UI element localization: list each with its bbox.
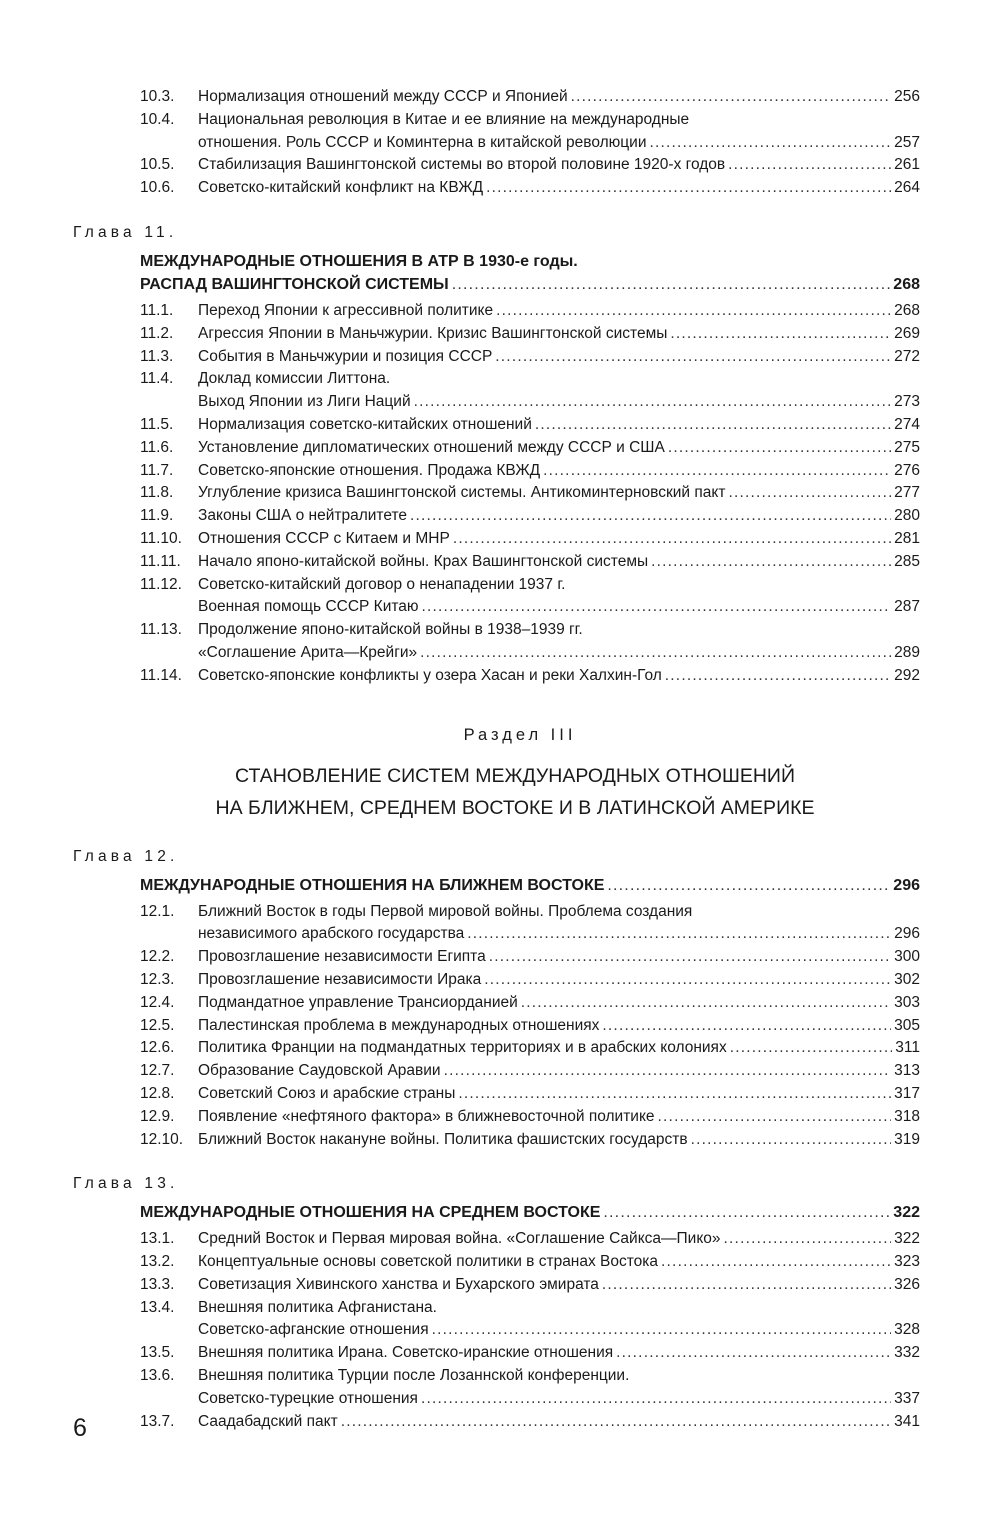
entry-line	[198, 177, 920, 200]
chapter-12-title	[140, 874, 920, 897]
page-ref: 292	[894, 666, 920, 684]
toc-entry	[140, 528, 920, 551]
entry-text: МЕЖДУНАРОДНЫЕ ОТНОШЕНИЯ В АТР В 1930-е годы.	[140, 252, 578, 270]
dot-leader	[458, 1083, 891, 1106]
entry-number: 12.1.	[140, 902, 175, 920]
entry-line	[198, 528, 920, 551]
toc-entry	[140, 946, 920, 969]
entry-number: 12.9.	[140, 1107, 175, 1125]
entry-body	[198, 1411, 920, 1434]
page-ref: 264	[894, 179, 920, 197]
dot-leader	[730, 1037, 893, 1060]
page-ref: 272	[894, 347, 920, 365]
entry-line	[198, 460, 920, 483]
entry-text: Продолжение японо-китайской войны в 1938–1939 гг.	[198, 621, 583, 639]
entry-line	[198, 154, 920, 177]
entry-body	[198, 1129, 920, 1152]
entry-body	[198, 368, 920, 414]
entry-line	[198, 1106, 920, 1129]
toc-entry	[140, 177, 920, 200]
entry-body	[198, 482, 920, 505]
entry-line	[198, 505, 920, 528]
entry-number: 12.2.	[140, 948, 175, 966]
page-ref: 285	[894, 552, 920, 570]
entry-text: Советско-афганские отношения	[198, 1321, 429, 1339]
page-ref: 303	[894, 993, 920, 1011]
entry-number: 13.3.	[140, 1275, 175, 1293]
entry-text: Начало японо-китайской войны. Крах Вашингтонской системы	[198, 552, 649, 570]
page-ref: 319	[894, 1130, 920, 1148]
toc-entry	[140, 901, 920, 947]
dot-leader	[452, 273, 891, 296]
entry-line	[198, 1251, 920, 1274]
entry-number: 11.10.	[140, 529, 182, 547]
entry-text: Ближний Восток накануне войны. Политика фашистских государств	[198, 1130, 688, 1148]
entry-line	[140, 1201, 920, 1224]
dot-leader	[728, 482, 891, 505]
dot-leader	[422, 596, 892, 619]
entry-line	[198, 619, 920, 642]
entry-line	[198, 946, 920, 969]
dot-leader	[420, 642, 891, 665]
entry-body	[198, 528, 920, 551]
entry-number: 13.7.	[140, 1412, 175, 1430]
toc-entry	[140, 109, 920, 155]
dot-leader	[421, 1388, 891, 1411]
toc-entry	[140, 154, 920, 177]
dot-leader	[535, 414, 891, 437]
entry-text: РАСПАД ВАШИНГТОНСКОЙ СИСТЕМЫ	[140, 275, 449, 293]
page-ref: 274	[894, 415, 920, 433]
entries-top	[0, 86, 1000, 200]
entry-line	[198, 437, 920, 460]
entry-body	[198, 1342, 920, 1365]
entry-text: Внешняя политика Афганистана.	[198, 1298, 437, 1316]
entry-line	[198, 1083, 920, 1106]
entry-body	[198, 1251, 920, 1274]
dot-leader	[658, 1106, 892, 1129]
entry-number: 10.4.	[140, 110, 175, 128]
entry-body	[198, 1274, 920, 1297]
page-ref: 269	[894, 324, 920, 342]
entry-number: 10.3.	[140, 88, 175, 105]
entry-body	[198, 414, 920, 437]
entry-line	[198, 1015, 920, 1038]
entry-line	[198, 1411, 920, 1434]
entry-text: отношения. Роль СССР и Коминтерна в китайской революции	[198, 133, 647, 151]
entry-number: 11.8.	[140, 484, 174, 502]
entry-text: Стабилизация Вашингтонской системы во второй половине 1920-х годов	[198, 156, 726, 174]
entry-line	[140, 874, 920, 897]
entry-number: 12.8.	[140, 1084, 175, 1102]
entry-text: Политика Франции на подмандатных территориях и в арабских колониях	[198, 1039, 727, 1057]
dot-leader	[616, 1342, 891, 1365]
entry-line	[198, 901, 920, 924]
entry-text: независимого арабского государства	[198, 925, 465, 943]
dot-leader	[543, 460, 891, 483]
entry-body	[198, 574, 920, 620]
chapter-11-label: Глава 11.	[73, 223, 178, 241]
toc-entry	[140, 551, 920, 574]
page-ref: 275	[894, 438, 920, 456]
entry-line	[198, 665, 920, 688]
entry-line	[198, 391, 920, 414]
dot-leader	[665, 665, 891, 688]
dot-leader	[603, 1201, 890, 1224]
page-ref: 261	[894, 156, 920, 174]
page-number: 6	[73, 1414, 87, 1442]
toc-entry	[140, 1129, 920, 1152]
toc-entry	[140, 1297, 920, 1343]
dot-leader	[602, 1274, 891, 1297]
chapter-11-title	[140, 250, 920, 296]
dot-leader	[724, 1228, 892, 1251]
entry-body	[198, 619, 920, 665]
entry-number: 11.11.	[140, 552, 181, 570]
toc-entry	[140, 300, 920, 323]
entry-text: Внешняя политика Турции после Лозаннской конференции.	[198, 1367, 630, 1385]
entry-text: Переход Японии к агрессивной политике	[198, 301, 494, 319]
entry-text: Ближний Восток в годы Первой мировой войны. Проблема создания	[198, 902, 693, 920]
toc-entry	[140, 86, 920, 109]
page-ref: 328	[894, 1321, 920, 1339]
dot-leader	[489, 946, 891, 969]
dot-leader	[444, 1060, 892, 1083]
entry-line	[198, 1319, 920, 1342]
entry-text: Советско-китайский договор о ненападении 1937 г.	[198, 575, 566, 593]
entry-number: 13.1.	[140, 1230, 175, 1248]
entry-line	[198, 1228, 920, 1251]
toc-entry	[140, 323, 920, 346]
entry-line	[198, 969, 920, 992]
page-ref: 318	[894, 1107, 920, 1125]
entry-text: МЕЖДУНАРОДНЫЕ ОТНОШЕНИЯ НА СРЕДНЕМ ВОСТОКЕ	[140, 1204, 601, 1222]
entry-number: 11.14.	[140, 666, 182, 684]
page-ref: 313	[894, 1062, 920, 1080]
toc-entry	[140, 482, 920, 505]
entry-number: 11.12.	[140, 575, 182, 593]
page-ref: 268	[894, 301, 920, 319]
entry-number: 11.6.	[140, 438, 174, 456]
dot-leader	[668, 437, 891, 460]
dot-leader	[650, 132, 892, 155]
dot-leader	[414, 391, 892, 414]
page-ref: 337	[894, 1389, 920, 1407]
entry-text: Средний Восток и Первая мировая война. «Соглашение Сайкса—Пико»	[198, 1230, 721, 1248]
chapter-12-entries	[0, 901, 1000, 1152]
entry-line	[198, 1388, 920, 1411]
entry-line	[198, 642, 920, 665]
dot-leader	[410, 505, 891, 528]
entry-line	[140, 250, 920, 273]
toc-entry	[140, 1106, 920, 1129]
page-ref: 332	[894, 1344, 920, 1362]
entry-text: Советско-японские отношения. Продажа КВЖД	[198, 461, 541, 479]
entry-text: Отношения СССР с Китаем и МНР	[198, 529, 450, 547]
entry-text: События в Маньчжурии и позиция СССР	[198, 347, 493, 365]
page-ref: 296	[894, 925, 920, 943]
entry-line	[198, 86, 920, 109]
entry-number: 13.4.	[140, 1298, 175, 1316]
page-ref: 277	[894, 484, 920, 502]
entry-line	[198, 992, 920, 1015]
entry-body	[198, 1060, 920, 1083]
entry-body	[198, 551, 920, 574]
dot-leader	[571, 86, 891, 109]
dot-leader	[521, 992, 891, 1015]
dot-leader	[670, 323, 891, 346]
entry-number: 12.4.	[140, 993, 175, 1011]
entry-number: 11.3.	[140, 347, 174, 365]
entry-text: Национальная революция в Китае и ее влияние на международные	[198, 110, 690, 128]
entry-body	[198, 1228, 920, 1251]
entry-line	[198, 300, 920, 323]
entry-body	[198, 969, 920, 992]
entry-body	[198, 665, 920, 688]
toc-entry	[140, 1037, 920, 1060]
page-ref: 317	[894, 1084, 920, 1102]
entry-body	[198, 992, 920, 1015]
page-ref: 322	[893, 1204, 920, 1222]
entry-text: Советизация Хивинского ханства и Бухарского эмирата	[198, 1275, 599, 1293]
page-ref: 296	[893, 876, 920, 894]
entry-text: Концептуальные основы советской политики в странах Востока	[198, 1253, 659, 1271]
entry-number: 10.5.	[140, 156, 175, 174]
entry-line	[198, 1297, 920, 1320]
entry-text: Нормализация отношений между СССР и Японией	[198, 88, 568, 105]
entry-text: Нормализация советско-китайских отношений	[198, 415, 532, 433]
section-title-line: НА БЛИЖНЕМ, СРЕДНЕМ ВОСТОКЕ И В ЛАТИНСКОЙ АМЕРИКЕ	[215, 796, 815, 819]
toc-entry	[140, 346, 920, 369]
toc-entry	[140, 1060, 920, 1083]
entry-body	[198, 300, 920, 323]
toc-entry	[140, 414, 920, 437]
entry-text: Советско-турецкие отношения	[198, 1389, 418, 1407]
dot-leader	[728, 154, 891, 177]
chapter-11-entries	[0, 300, 1000, 688]
entry-body	[198, 109, 920, 155]
toc-entry	[140, 619, 920, 665]
entry-body	[198, 177, 920, 200]
entry-text: Провозглашение независимости Египта	[198, 948, 486, 966]
toc-entry	[140, 460, 920, 483]
entry-line	[198, 1037, 920, 1060]
entry-number: 12.5.	[140, 1016, 175, 1034]
dot-leader	[607, 874, 890, 897]
section-title-line: СТАНОВЛЕНИЕ СИСТЕМ МЕЖДУНАРОДНЫХ ОТНОШЕНИЙ	[235, 764, 795, 787]
entry-line	[198, 109, 920, 132]
entry-body	[198, 946, 920, 969]
section-title	[30, 760, 1000, 824]
chapter-13-title	[140, 1201, 920, 1224]
toc-entry	[140, 969, 920, 992]
entry-body	[198, 1365, 920, 1411]
entry-number: 12.3.	[140, 970, 175, 988]
toc-entry	[140, 665, 920, 688]
entry-line	[198, 596, 920, 619]
entry-text: Советско-китайский конфликт на КВЖД	[198, 179, 484, 197]
entry-number: 11.1.	[140, 301, 174, 319]
entry-line	[198, 1365, 920, 1388]
entry-body	[198, 1297, 920, 1343]
entry-number: 11.4.	[140, 370, 174, 388]
toc-entry	[140, 1274, 920, 1297]
section-label: Раздел III	[463, 725, 577, 744]
entry-text: Агрессия Японии в Маньчжурии. Кризис Вашингтонской системы	[198, 324, 668, 342]
toc-entry	[140, 437, 920, 460]
toc-entry	[140, 992, 920, 1015]
page-ref: 273	[894, 393, 920, 411]
dot-leader	[691, 1129, 892, 1152]
chapter-12-label: Глава 12.	[73, 847, 179, 865]
entry-body	[198, 86, 920, 109]
entry-body	[198, 1083, 920, 1106]
toc-entry	[140, 574, 920, 620]
page-ref: 305	[894, 1016, 920, 1034]
page-ref: 311	[895, 1039, 920, 1057]
entry-line	[198, 1129, 920, 1152]
page-ref: 341	[894, 1412, 920, 1430]
entry-line	[198, 132, 920, 155]
entry-line	[198, 414, 920, 437]
page-ref: 289	[894, 643, 920, 661]
entry-line	[198, 368, 920, 391]
entry-body	[198, 323, 920, 346]
dot-leader	[496, 300, 891, 323]
page-ref: 280	[894, 507, 920, 525]
page-ref: 300	[894, 948, 920, 966]
entry-text: Военная помощь СССР Китаю	[198, 598, 419, 616]
entry-number: 13.6.	[140, 1367, 175, 1385]
entry-number: 13.5.	[140, 1344, 175, 1362]
entry-body	[198, 154, 920, 177]
entry-line	[198, 346, 920, 369]
entry-text: Подмандатное управление Трансиорданией	[198, 993, 518, 1011]
entry-line	[198, 551, 920, 574]
entry-text: Провозглашение независимости Ирака	[198, 970, 482, 988]
page-ref: 256	[894, 88, 920, 105]
toc-entry	[140, 368, 920, 414]
entry-text: Законы США о нейтралитете	[198, 507, 407, 525]
entry-text: Палестинская проблема в международных отношениях	[198, 1016, 600, 1034]
dot-leader	[495, 346, 891, 369]
entry-body	[198, 460, 920, 483]
dot-leader	[453, 528, 891, 551]
entry-text: Внешняя политика Ирана. Советско-иранские отношения	[198, 1344, 614, 1362]
entry-text: «Соглашение Арита—Крейги»	[198, 643, 418, 661]
entry-body	[198, 1037, 920, 1060]
entry-body	[198, 1015, 920, 1038]
toc-entry	[140, 1411, 920, 1434]
entry-line	[198, 1060, 920, 1083]
page-ref: 287	[894, 598, 920, 616]
entry-text: Появление «нефтяного фактора» в ближневосточной политике	[198, 1107, 655, 1125]
chapter-13-entries	[0, 1228, 1000, 1433]
page-ref: 257	[894, 133, 920, 151]
entry-line	[198, 482, 920, 505]
entry-line	[198, 1342, 920, 1365]
page-ref: 276	[894, 461, 920, 479]
toc-entry	[140, 1342, 920, 1365]
dot-leader	[486, 177, 891, 200]
dot-leader	[341, 1411, 891, 1434]
entry-line	[198, 323, 920, 346]
entry-body	[198, 505, 920, 528]
dot-leader	[602, 1015, 891, 1038]
entry-number: 13.2.	[140, 1253, 175, 1271]
toc-entry	[140, 1083, 920, 1106]
toc-entry	[140, 1015, 920, 1038]
toc-entry	[140, 505, 920, 528]
dot-leader	[432, 1319, 892, 1342]
page-ref: 302	[894, 970, 920, 988]
toc-entry	[140, 1228, 920, 1251]
page-ref: 281	[894, 529, 920, 547]
entry-number: 12.7.	[140, 1062, 175, 1080]
entry-number: 12.6.	[140, 1039, 175, 1057]
entry-text: Установление дипломатических отношений между СССР и США	[198, 438, 665, 456]
chapter-13-label: Глава 13.	[73, 1175, 179, 1193]
page-ref: 322	[894, 1230, 920, 1248]
entry-number: 11.5.	[140, 415, 174, 433]
entry-number: 11.7.	[140, 461, 174, 479]
entry-text: Саадабадский пакт	[198, 1412, 338, 1430]
entry-line	[198, 574, 920, 597]
dot-leader	[484, 969, 891, 992]
entry-line	[140, 273, 920, 296]
page-ref: 268	[893, 275, 920, 293]
toc-entry	[140, 1251, 920, 1274]
entry-number: 10.6.	[140, 179, 175, 197]
entry-text: Советско-японские конфликты у озера Хасан и реки Халхин-Гол	[198, 666, 662, 684]
page-ref: 326	[894, 1275, 920, 1293]
entry-body	[198, 901, 920, 947]
dot-leader	[467, 923, 891, 946]
page-ref: 323	[894, 1253, 920, 1271]
dot-leader	[651, 551, 891, 574]
entry-body	[198, 1106, 920, 1129]
entry-text: МЕЖДУНАРОДНЫЕ ОТНОШЕНИЯ НА БЛИЖНЕМ ВОСТОКЕ	[140, 876, 605, 894]
toc-entry	[140, 1365, 920, 1411]
entry-number: 11.2.	[140, 324, 174, 342]
entry-number: 12.10.	[140, 1130, 184, 1148]
entry-text: Углубление кризиса Вашингтонской системы. Антикоминтерновский пакт	[198, 484, 726, 502]
entry-number: 11.13.	[140, 621, 182, 639]
table-of-contents	[0, 86, 1000, 1433]
entry-line	[198, 1274, 920, 1297]
entry-text: Советский Союз и арабские страны	[198, 1084, 456, 1102]
entry-body	[198, 346, 920, 369]
entry-text: Образование Саудовской Аравии	[198, 1062, 441, 1080]
entry-text: Доклад комиссии Литтона.	[198, 370, 391, 388]
dot-leader	[661, 1251, 891, 1274]
entry-number: 11.9.	[140, 507, 174, 525]
entry-text: Выход Японии из Лиги Наций	[198, 393, 411, 411]
entry-line	[198, 923, 920, 946]
entry-body	[198, 437, 920, 460]
